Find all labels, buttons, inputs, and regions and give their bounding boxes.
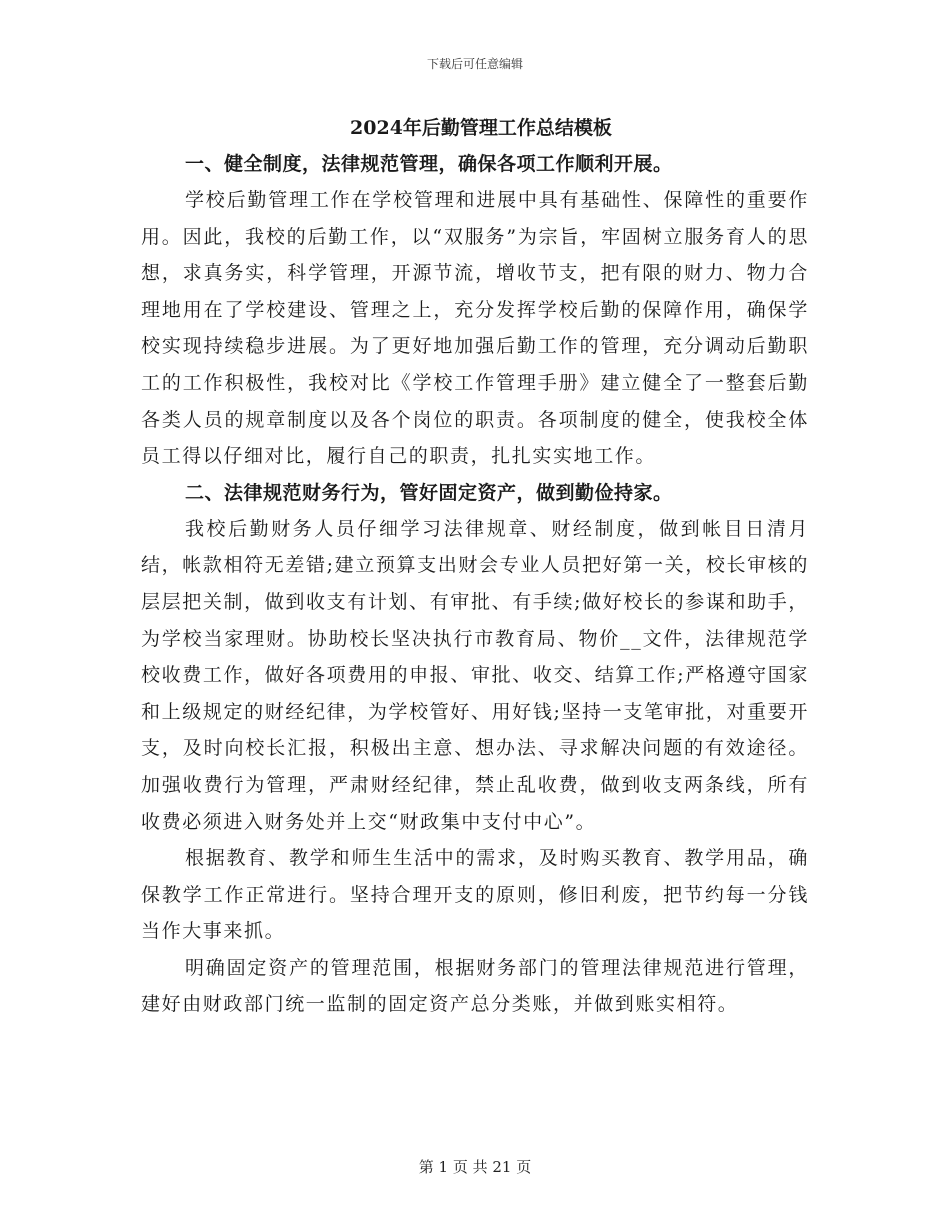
section-2-paragraph-3: 明确固定资产的管理范围，根据财务部门的管理法律规范进行管理，建好由财政部门统一监制的固定资产总分类账，并做到账实相符。 <box>141 956 809 1016</box>
section-2-paragraph-2: 根据教育、教学和师生生活中的需求，及时购买教育、教学用品，确保教学工作正常进行。坚持合理开支的原则，修旧利废，把节约每一分钱当作大事来抓。 <box>141 847 809 943</box>
document-body <box>141 110 809 1023</box>
section-2-heading: 二、法律规范财务行为，管好固定资产，做到勤俭持家。 <box>185 481 673 504</box>
page-number: 第 1 页 共 21 页 <box>418 1158 532 1176</box>
page-header-note: 下载后可任意编辑 <box>426 57 523 71</box>
document-title: 2024年后勤管理工作总结模板 <box>350 117 612 139</box>
section-1-paragraph: 学校后勤管理工作在学校管理和进展中具有基础性、保障性的重要作用。因此，我校的后勤工作，以“双服务”为宗旨，牢固树立服务育人的思想，求真务实，科学管理，开源节流，增收节支，把有限的财力、物力合理地用在了学校建设、管理之上，充分发挥学校后勤的保障作用，确保学校实现持续稳步进展。为了更好地加强后勤工作的管理，充分调动后勤职工的工作积极性，我校对比《学校工作管理手册》建立健全了一整套后勤各类人员的规章制度以及各个岗位的职责。各项制度的健全，使我校全体员工得以仔细对比，履行自己的职责，扎扎实实地工作。 <box>141 189 809 468</box>
section-2-paragraph-1: 我校后勤财务人员仔细学习法律规章、财经制度，做到帐目日清月结，帐款相符无差错;建立预算支出财会专业人员把好第一关，校长审核的层层把关制，做到收支有计划、有审批、有手续;做好校长的参谋和助手，为学校当家理财。协助校长坚决执行市教育局、物价__文件，法律规范学校收费工作，做好各项费用的申报、审批、收交、结算工作;严格遵守国家和上级规定的财经纪律，为学校管好、用好钱;坚持一支笔审批，对重要开支，及时向校长汇报，积极出主意、想办法、寻求解决问题的有效途径。加强收费行为管理，严肃财经纪律，禁止乱收费，做到收支两条线，所有收费必须进入财务处并上交“财政集中支付中心”。 <box>141 517 809 833</box>
section-1-heading: 一、健全制度，法律规范管理，确保各项工作顺利开展。 <box>185 153 673 175</box>
